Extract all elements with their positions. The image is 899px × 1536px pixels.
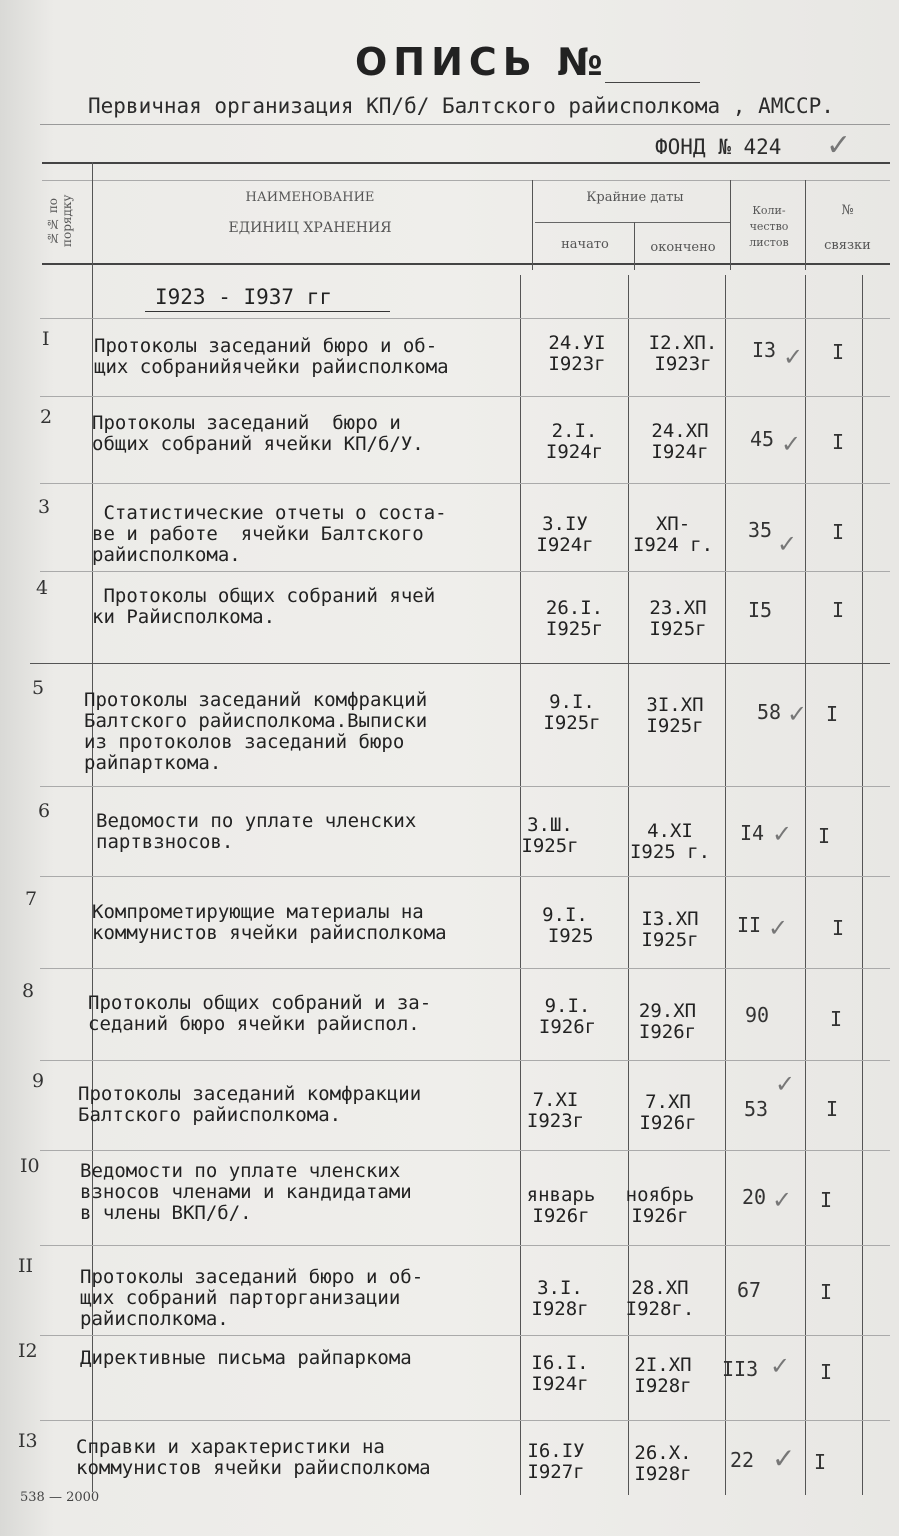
row-separator	[40, 318, 890, 319]
row-number: 2	[40, 406, 53, 428]
subtitle-underline	[40, 124, 890, 125]
row-sheet-count: 67	[737, 1278, 762, 1302]
row-title: Протоколы заседаний бюро и общих собраний ячейки КП/б/У.	[92, 412, 424, 455]
row-title: Справки и характеристики на коммунистов ячейки райисполкома	[76, 1436, 431, 1479]
row-separator	[40, 876, 890, 877]
period-heading: I923 - I937 гг	[155, 285, 333, 309]
row-number: 5	[32, 677, 45, 699]
table-top-border	[42, 162, 890, 164]
row-separator	[40, 396, 890, 397]
row-end-date: 24.XП I924г	[651, 420, 709, 463]
row-title: Протоколы заседаний комфракции Балтского райисполкома.	[78, 1083, 422, 1126]
row-end-date: 26.X. I928г	[634, 1442, 692, 1485]
row-separator	[40, 1150, 890, 1151]
row-end-date: 3I.XП I925г	[646, 694, 704, 737]
row-number: I	[42, 328, 50, 350]
row-bundle: I	[826, 1097, 839, 1121]
row-title: Статистические отчеты о соста- ве и работе ячейки Балтского райисполкома.	[92, 502, 447, 566]
col-header-sheets: Коли- чество листов	[749, 204, 789, 249]
row-check-mark: ✓	[772, 820, 793, 848]
row-bundle: I	[832, 916, 845, 940]
row-title: Ведомости по уплате членских партвзносов.	[96, 810, 417, 853]
row-bundle: I	[832, 340, 845, 364]
row-check-mark: ✓	[772, 1442, 796, 1475]
col-line-name-header	[532, 180, 533, 270]
row-end-date: 23.XП I925г	[649, 597, 707, 640]
row-number: I0	[20, 1155, 40, 1177]
row-number: 6	[38, 800, 51, 822]
row-bundle: I	[832, 430, 845, 454]
row-title: Протоколы заседаний бюро и об- щих собраний парторганизации райисполкома.	[80, 1266, 424, 1330]
row-start-date: январь I926г	[526, 1184, 596, 1227]
row-number: I2	[18, 1340, 38, 1362]
row-sheet-count: 53	[744, 1097, 769, 1121]
row-sheet-count: I4	[740, 821, 765, 845]
row-number: 9	[32, 1070, 45, 1092]
inventory-title: ОПИСЬ №	[355, 40, 609, 84]
row-separator	[40, 1420, 890, 1421]
row-title: Протоколы общих собраний и за- седаний бюро ячейки райиспол.	[88, 992, 432, 1035]
row-sheet-count: I5	[748, 598, 773, 622]
row-sheet-count: 22	[730, 1448, 755, 1472]
col-line-bundle-body	[805, 275, 806, 1495]
row-sheet-count: 35	[748, 518, 773, 542]
row-check-mark: ✓	[772, 1186, 793, 1214]
row-end-date: 7.XП I926г	[639, 1091, 697, 1134]
row-separator	[30, 663, 890, 664]
row-separator	[40, 483, 890, 484]
row-start-date: 9.I. I925	[542, 904, 594, 947]
col-line-right-body	[862, 275, 863, 1495]
col-header-index: №№ по порядку	[46, 194, 74, 248]
col-header-start: начато	[561, 237, 609, 252]
col-header-name-2: ЕДИНИЦ ХРАНЕНИЯ	[228, 220, 392, 236]
period-underline	[145, 311, 390, 312]
row-start-date: 26.I. I925г	[545, 597, 604, 640]
row-bundle: I	[818, 824, 831, 848]
row-end-date: I2.XП. I923г	[648, 332, 718, 375]
row-start-date: 2.I. I924г	[545, 420, 604, 463]
col-header-bundle-1: №	[841, 203, 854, 218]
fond-number: ФОНД № 424	[655, 135, 782, 159]
row-sheet-count: 90	[745, 1003, 770, 1027]
row-start-date: 3.Ш. I925г	[521, 814, 579, 857]
row-end-date: XП- I924 г.	[632, 513, 714, 556]
row-number: 3	[38, 496, 51, 518]
fond-check-mark: ✓	[826, 128, 852, 163]
row-bundle: I	[814, 1450, 827, 1474]
row-title: Компрометирующие материалы на коммунистов ячейки райисполкома	[92, 901, 447, 944]
row-sheet-count: 58	[757, 700, 782, 724]
row-start-date: 7.XI I923г	[526, 1089, 585, 1132]
row-title: Протоколы заседаний бюро и об- щих собранийячейки райисполкома	[94, 335, 449, 378]
row-start-date: 9.I. I926г	[538, 995, 597, 1038]
col-header-dates: Крайние даты	[586, 190, 684, 205]
col-line-dates-header	[634, 222, 635, 270]
row-separator	[40, 786, 890, 787]
row-separator	[40, 1335, 890, 1336]
col-header-end: окончено	[650, 240, 716, 255]
form-code: 538 — 2000	[20, 1490, 100, 1505]
row-check-mark: ✓	[770, 1352, 791, 1380]
row-number: 4	[36, 577, 49, 599]
row-bundle: I	[826, 702, 839, 726]
row-separator	[40, 1245, 890, 1246]
row-start-date: 24.УI I923г	[548, 332, 606, 375]
row-bundle: I	[832, 598, 845, 622]
row-end-date: 29.XП I926г	[638, 1000, 697, 1043]
row-start-date: 3.I. I928г	[531, 1277, 589, 1320]
row-check-mark: ✓	[781, 430, 802, 458]
row-check-mark: ✓	[768, 914, 789, 942]
col-header-bundle-2: связки	[824, 238, 871, 253]
row-bundle: I	[820, 1188, 833, 1212]
row-sheet-count: I3	[752, 338, 777, 362]
row-check-mark: ✓	[777, 530, 798, 558]
row-sheet-count: 20	[742, 1185, 767, 1209]
row-bundle: I	[832, 520, 845, 544]
table-top-inner	[42, 180, 890, 181]
row-end-date: 28.XП I928г.	[625, 1277, 695, 1320]
row-check-mark: ✓	[775, 1070, 796, 1098]
row-sheet-count: II	[737, 913, 762, 937]
row-number: I3	[18, 1430, 38, 1452]
col-header-name-1: НАИМЕНОВАНИЕ	[245, 190, 375, 205]
row-end-date: 4.XI I925 г.	[629, 820, 711, 863]
col-line-bundle-header	[805, 180, 806, 270]
title-number-blank	[605, 82, 700, 83]
row-separator	[40, 571, 890, 572]
row-bundle: I	[820, 1360, 833, 1384]
row-start-date: 9.I. I925г	[543, 691, 601, 734]
dates-subheader-rule	[535, 222, 730, 223]
row-title: Протоколы заседаний комфракций Балтского райисполкома.Выписки из протоколов заседаний бюро райпарткома.	[84, 689, 428, 774]
row-bundle: I	[820, 1280, 833, 1304]
row-title: Протоколы общих собраний ячей ки Райисполкома.	[92, 585, 436, 628]
organization-line: Первичная организация КП/б/ Балтского райисполкома , АМССР.	[88, 94, 834, 118]
col-line-sheets-header	[730, 180, 731, 270]
row-check-mark: ✓	[783, 343, 804, 371]
row-separator	[40, 1060, 890, 1061]
row-bundle: I	[830, 1007, 843, 1031]
row-separator	[40, 968, 890, 969]
row-start-date: 3.IУ I924г	[536, 513, 594, 556]
row-start-date: I6.IУ I927г	[527, 1440, 585, 1483]
row-sheet-count: 45	[750, 427, 775, 451]
row-end-date: ноябрь I926г	[625, 1184, 695, 1227]
row-end-date: 2I.XП I928г	[634, 1354, 692, 1397]
row-end-date: I3.XП I925г	[641, 908, 699, 951]
row-title: Ведомости по уплате членских взносов членами и кандидатами в члены ВКП/б/.	[80, 1160, 412, 1224]
row-sheet-count: II3	[722, 1357, 759, 1381]
row-number: 7	[25, 888, 38, 910]
header-bottom-border	[42, 263, 890, 265]
row-number: 8	[22, 980, 35, 1002]
row-start-date: I6.I. I924г	[531, 1352, 589, 1395]
row-number: II	[18, 1255, 34, 1277]
row-check-mark: ✓	[787, 700, 808, 728]
row-title: Директивные письма райпаркома	[80, 1347, 412, 1369]
